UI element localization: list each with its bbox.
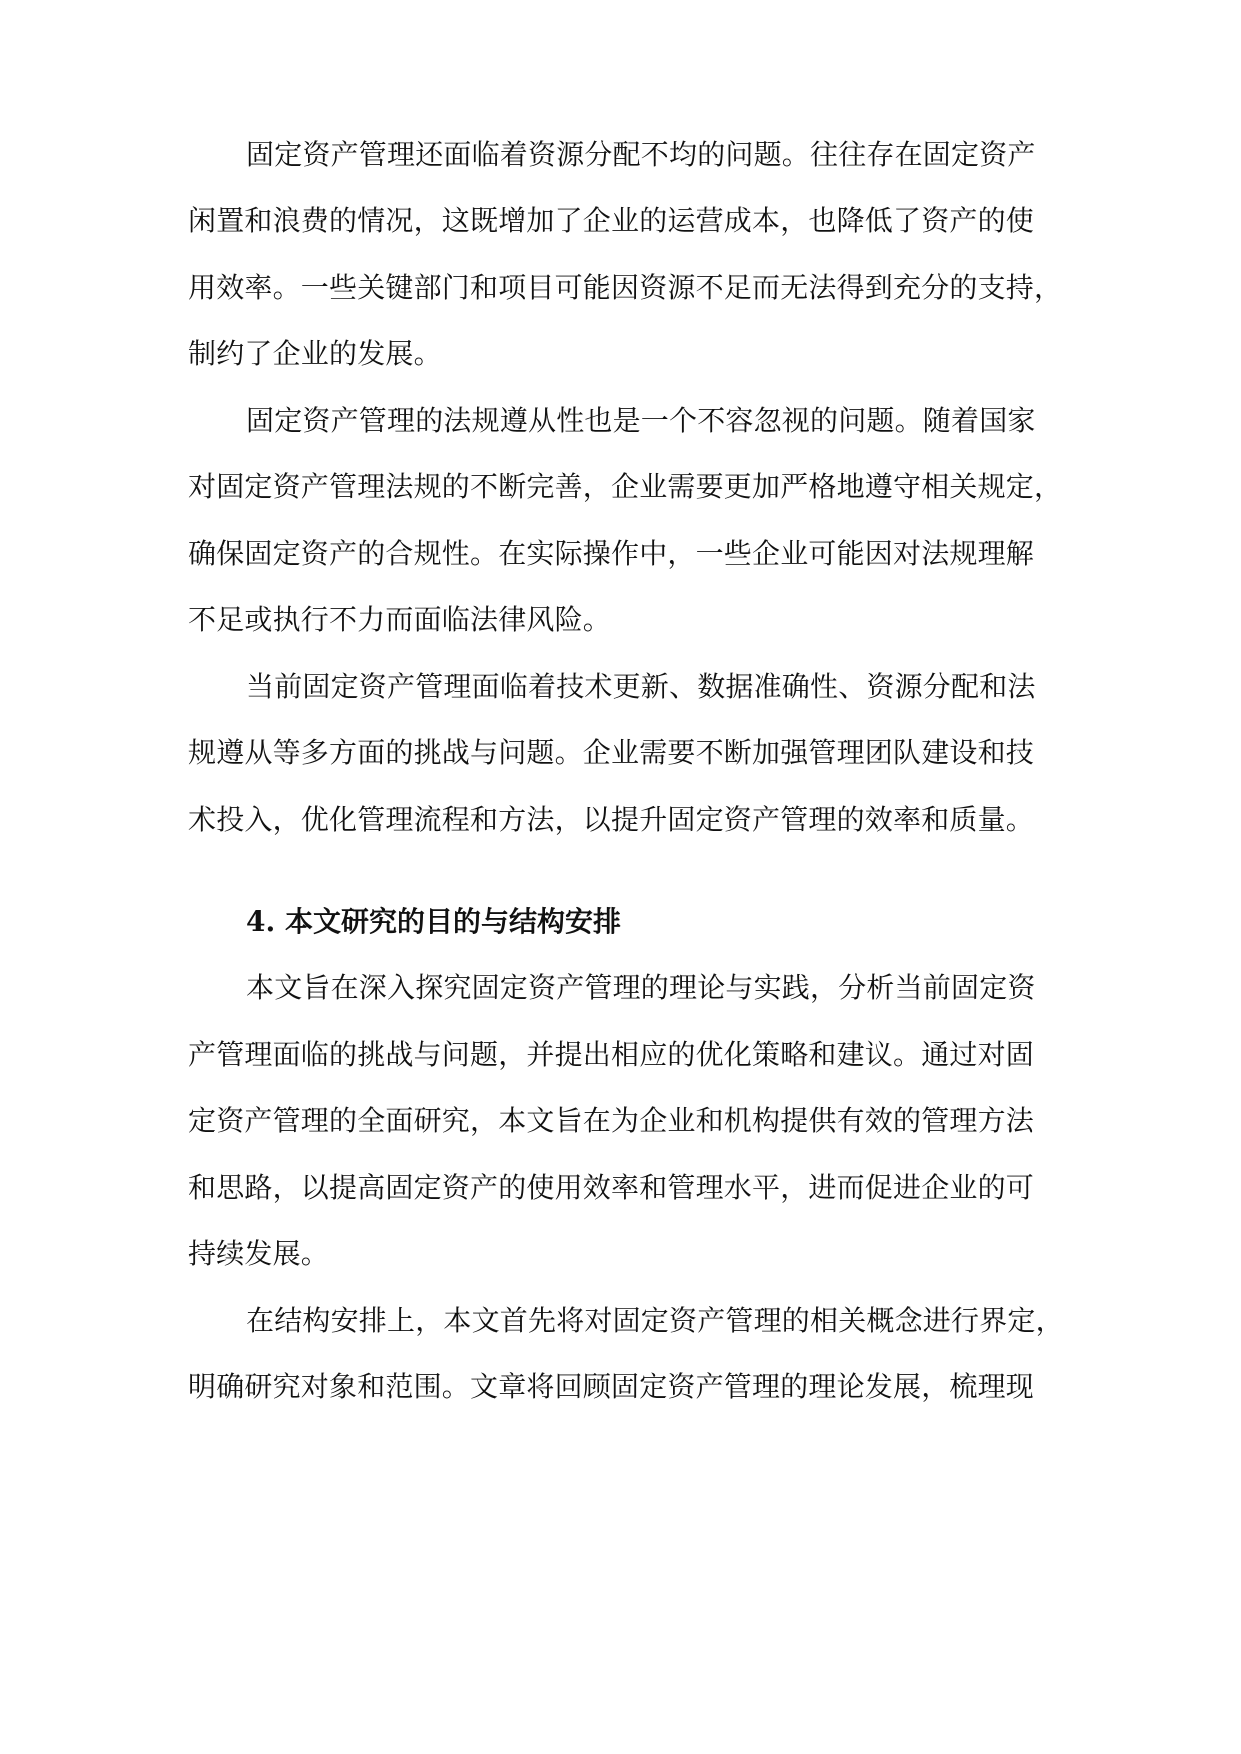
paragraph-2-line-1: 固定资产管理的法规遵从性也是一个不容忽视的问题。随着国家	[246, 404, 1036, 437]
section-paragraph-1-line-4: 和思路，以提高固定资产的使用效率和管理水平，进而促进企业的可	[188, 1171, 1035, 1204]
paragraph-3-line-3: 术投入，优化管理流程和方法，以提升固定资产管理的效率和质量。	[188, 803, 1035, 836]
section-paragraph-1-line-3: 定资产管理的全面研究，本文旨在为企业和机构提供有效的管理方法	[188, 1104, 1035, 1137]
paragraph-2-line-3: 确保固定资产的合规性。在实际操作中，一些企业可能因对法规理解	[188, 537, 1035, 570]
section-paragraph-1-line-5: 持续发展。	[188, 1237, 330, 1270]
section-heading: 4. 本文研究的目的与结构安排	[246, 905, 621, 938]
paragraph-2-line-2: 对固定资产管理法规的不断完善，企业需要更加严格地遵守相关规定，	[188, 470, 1063, 503]
section-paragraph-1-line-1: 本文旨在深入探究固定资产管理的理论与实践，分析当前固定资	[246, 971, 1036, 1004]
section-paragraph-2-line-2: 明确研究对象和范围。文章将回顾固定资产管理的理论发展，梳理现	[188, 1370, 1035, 1403]
paragraph-1-line-4: 制约了企业的发展。	[188, 337, 442, 370]
section-paragraph-1-line-2: 产管理面临的挑战与问题，并提出相应的优化策略和建议。通过对固	[188, 1038, 1035, 1071]
paragraph-3-line-1: 当前固定资产管理面临着技术更新、数据准确性、资源分配和法	[246, 670, 1036, 703]
section-paragraph-2-line-1: 在结构安排上，本文首先将对固定资产管理的相关概念进行界定，	[246, 1304, 1064, 1337]
paragraph-1-line-3: 用效率。一些关键部门和项目可能因资源不足而无法得到充分的支持，	[188, 271, 1063, 304]
paragraph-3-line-2: 规遵从等多方面的挑战与问题。企业需要不断加强管理团队建设和技	[188, 736, 1035, 769]
paragraph-1-line-1: 固定资产管理还面临着资源分配不均的问题。往往存在固定资产	[246, 138, 1036, 171]
paragraph-1-line-2: 闲置和浪费的情况，这既增加了企业的运营成本，也降低了资产的使	[188, 204, 1035, 237]
paragraph-2-line-4: 不足或执行不力而面临法律风险。	[188, 603, 612, 636]
